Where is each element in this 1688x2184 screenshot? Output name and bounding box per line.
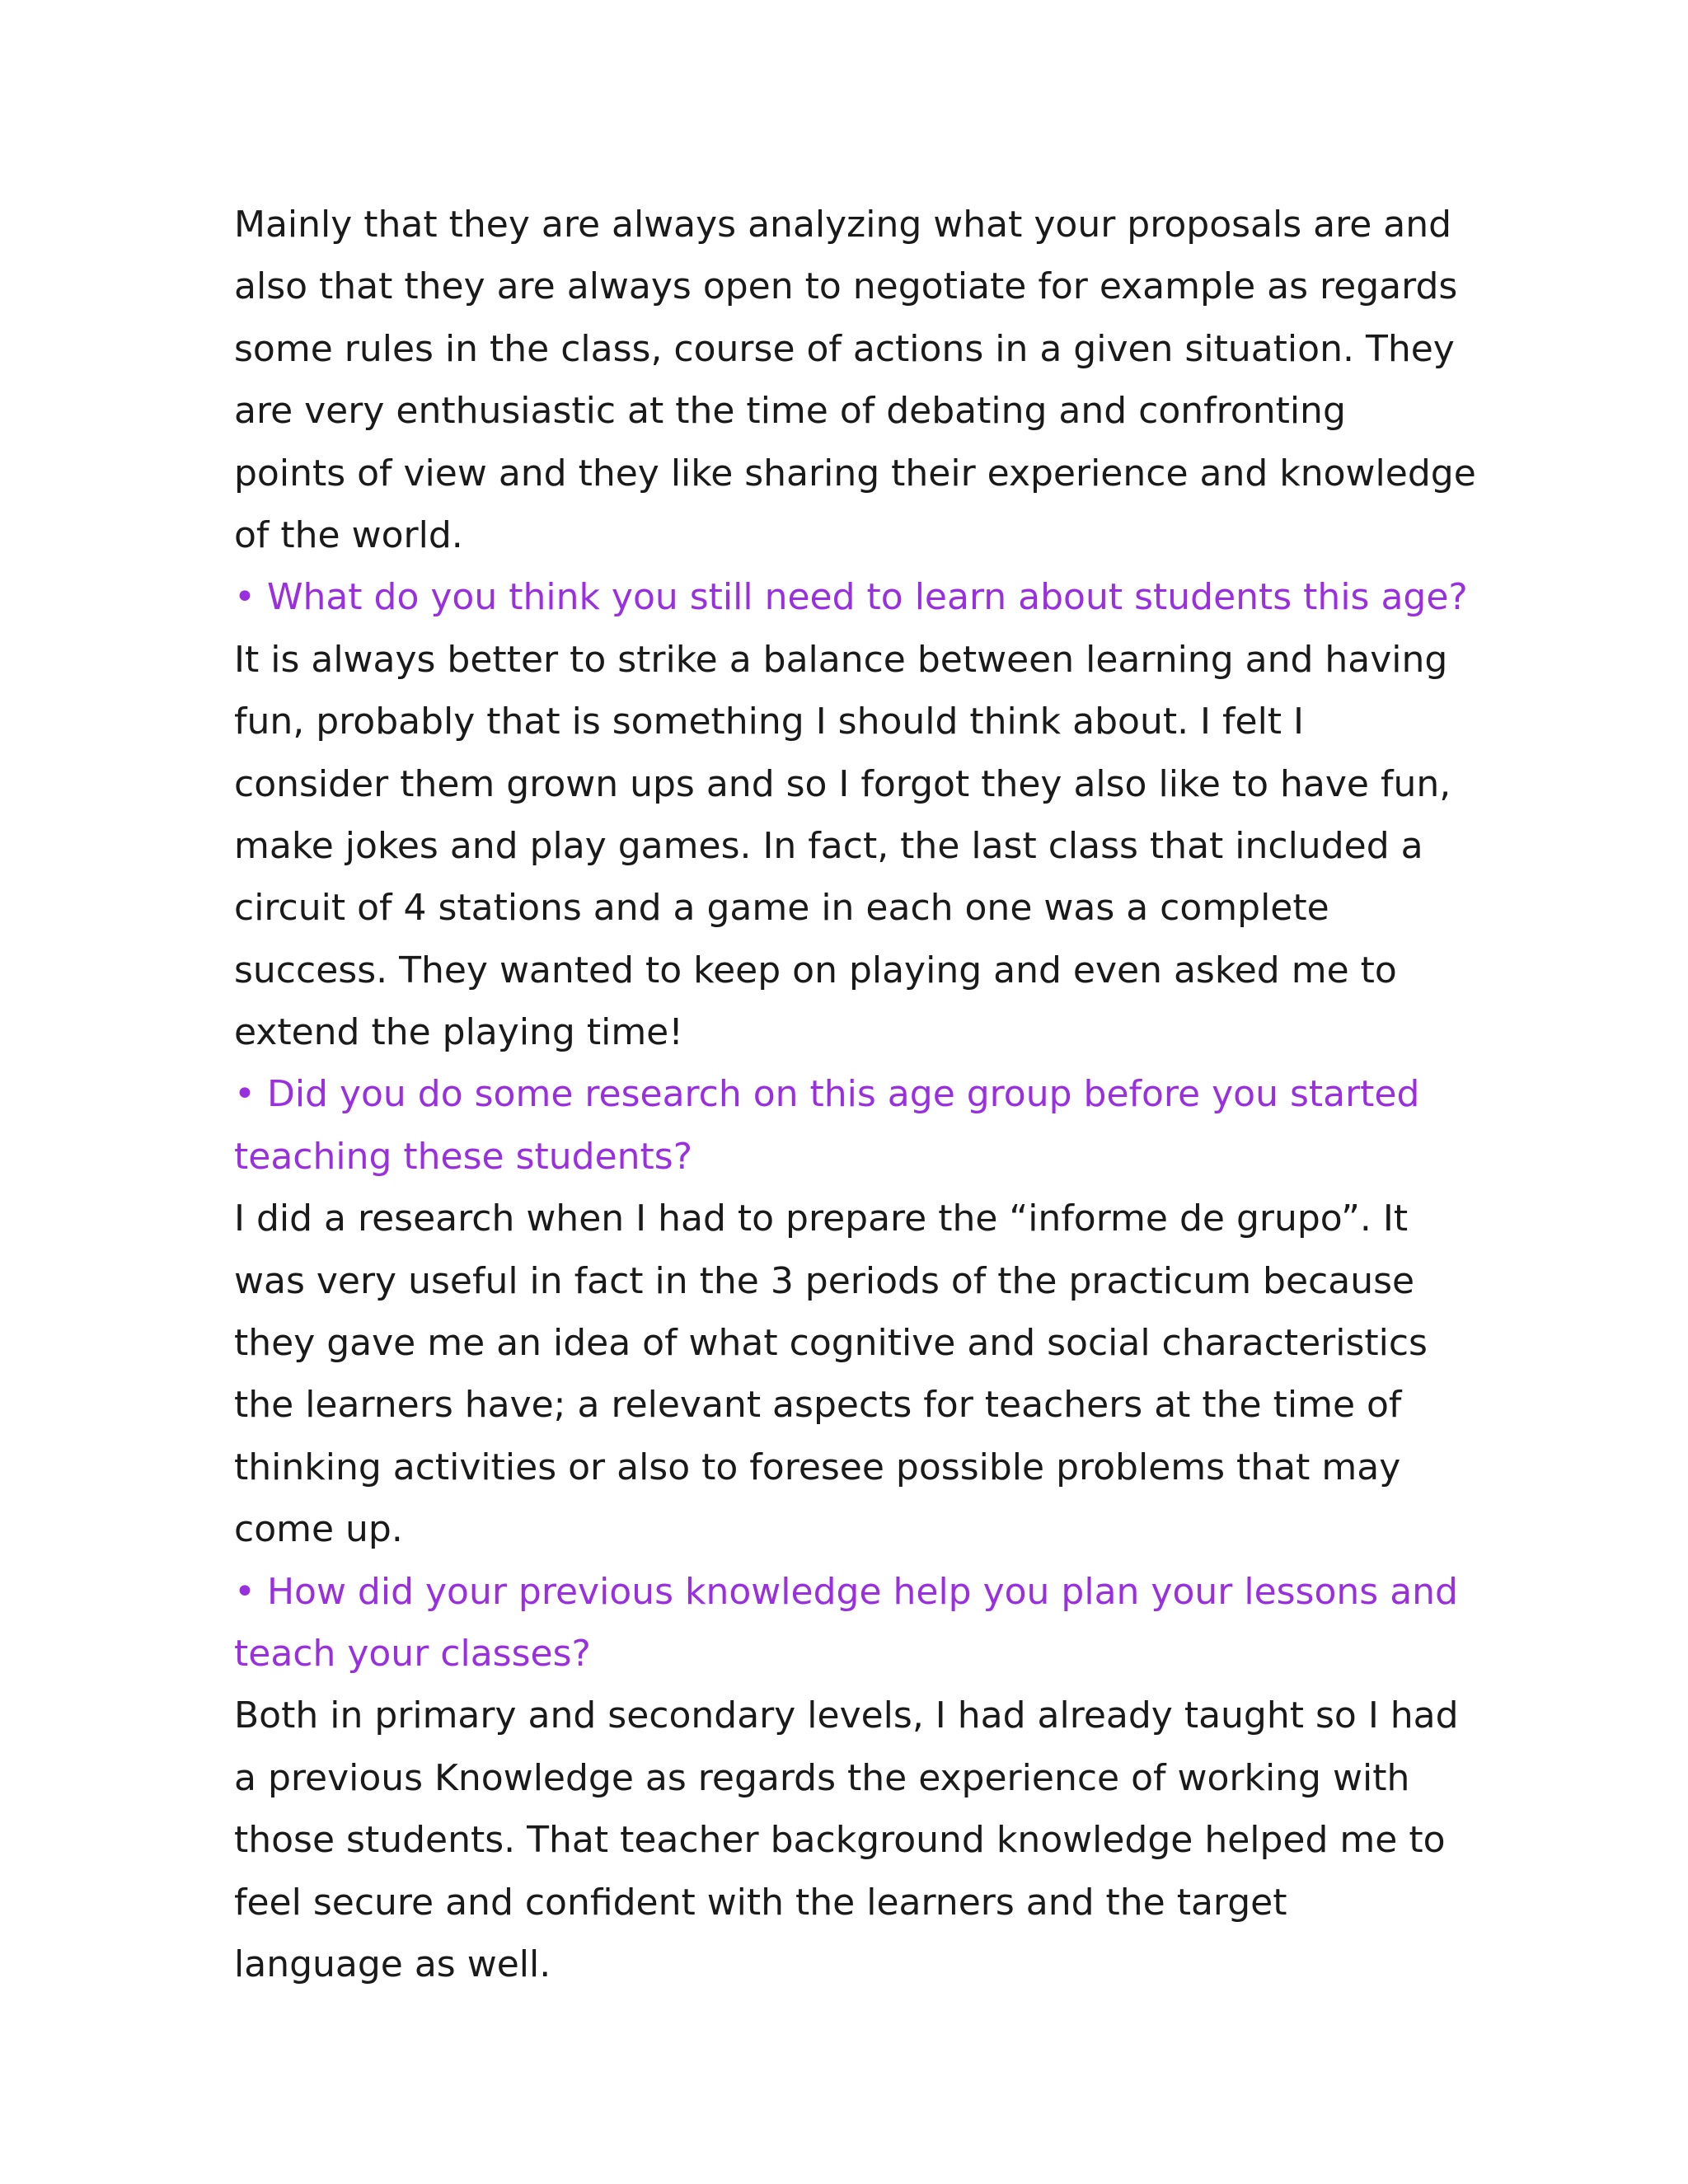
text-line: success. They wanted to keep on playing and even asked me to: [234, 949, 1397, 991]
text-line: feel secure and confident with the learners and the target: [234, 1881, 1287, 1924]
question-3: [234, 1561, 1470, 1685]
text-line: make jokes and play games. In fact, the last class that included a: [234, 824, 1423, 867]
text-line: It is always better to strike a balance between learning and having: [234, 638, 1448, 681]
text-line: thinking activities or also to foresee possible problems that may: [234, 1446, 1401, 1488]
question-line: • How did your previous knowledge help you plan your lessons and: [234, 1570, 1458, 1613]
text-line: Mainly that they are always analyzing what your proposals are and: [234, 204, 1452, 246]
text-line: also that they are always open to negotiate for example as regards: [234, 265, 1458, 308]
page-content: [234, 194, 1476, 1995]
answer-paragraph-2: [234, 629, 1470, 1064]
text-line: language as well.: [234, 1943, 551, 1985]
text-line: Both in primary and secondary levels, I had already taught so I had: [234, 1694, 1459, 1737]
question-2: [234, 1063, 1470, 1188]
text-line: some rules in the class, course of actions in a given situation. They: [234, 327, 1455, 370]
answer-paragraph-1: [234, 194, 1476, 566]
text-line: those students. That teacher background knowledge helped me to: [234, 1819, 1446, 1862]
text-line: of the world.: [234, 513, 463, 556]
text-line: consider them grown ups and so I forgot they also like to have fun,: [234, 762, 1451, 805]
text-line: I did a research when I had to prepare the “informe de grupo”. It: [234, 1197, 1409, 1240]
text-line: come up.: [234, 1508, 403, 1551]
answer-paragraph-4: [234, 1685, 1470, 1995]
text-line: a previous Knowledge as regards the experience of working with: [234, 1756, 1410, 1799]
text-line: are very enthusiastic at the time of debating and confronting: [234, 390, 1346, 433]
text-line: points of view and they like sharing their experience and knowledge: [234, 452, 1476, 494]
answer-paragraph-3: [234, 1188, 1470, 1560]
question-line: teach your classes?: [234, 1632, 591, 1675]
text-line: extend the playing time!: [234, 1011, 683, 1054]
question-line: • Did you do some research on this age group before you started: [234, 1073, 1420, 1116]
text-line: they gave me an idea of what cognitive and social characteristics: [234, 1322, 1428, 1365]
text-line: the learners have; a relevant aspects for teachers at the time of: [234, 1384, 1402, 1427]
question-line: teaching these students?: [234, 1135, 693, 1178]
text-line: was very useful in fact in the 3 periods of the practicum because: [234, 1259, 1415, 1302]
text-line: fun, probably that is something I should think about. I felt I: [234, 701, 1305, 743]
text-line: circuit of 4 stations and a game in each one was a complete: [234, 887, 1329, 930]
question-line: • What do you think you still need to learn about students this age?: [234, 576, 1468, 619]
question-1: [234, 566, 1470, 628]
